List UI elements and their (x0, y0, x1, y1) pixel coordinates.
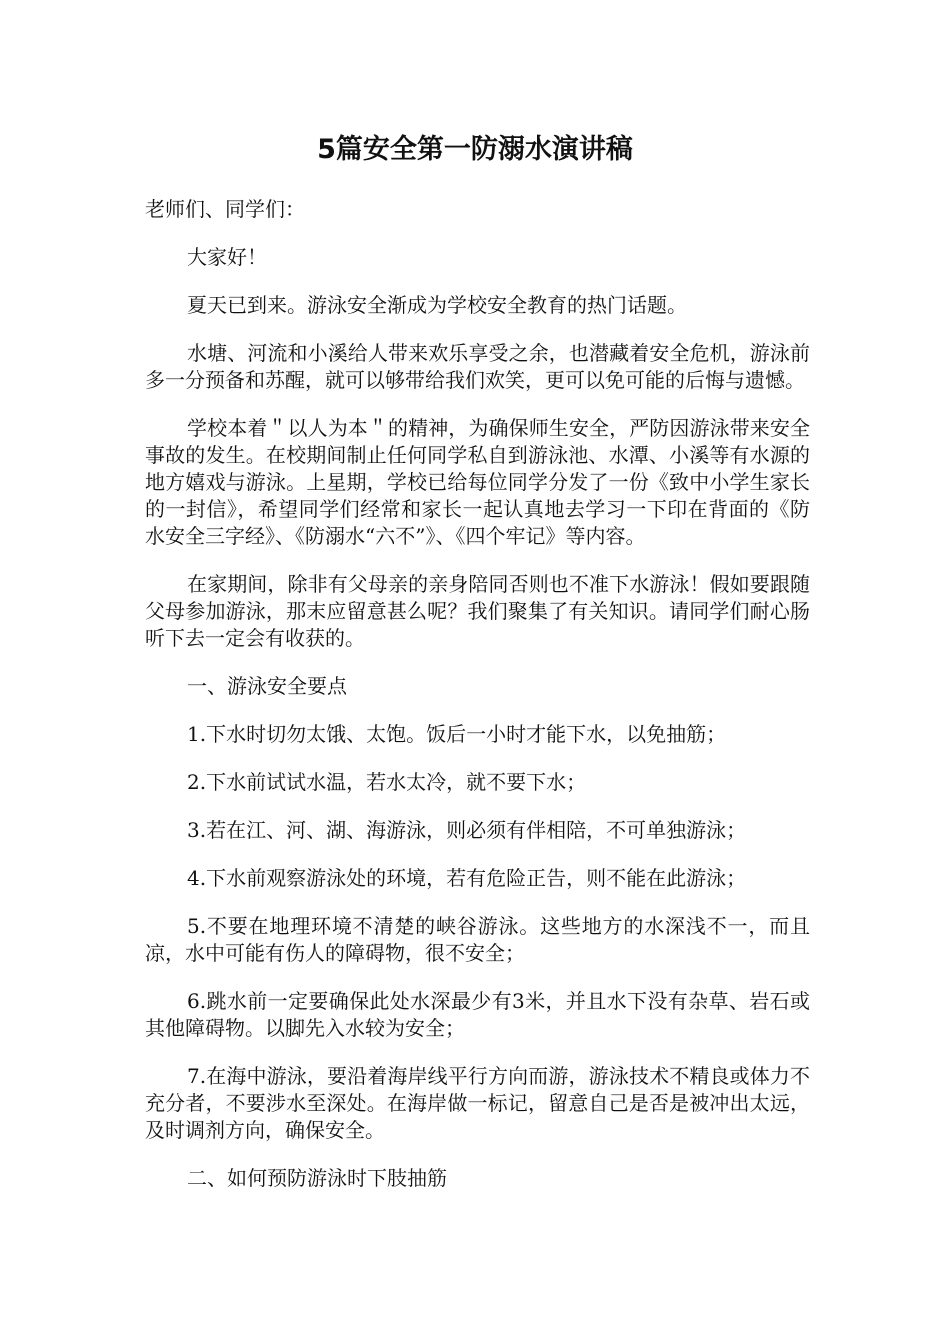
list-item-6: 6.跳水前一定要确保此处水深最少有3米，并且水下没有杂草、岩石或其他障碍物。以脚先入水较为安全； (145, 989, 810, 1040)
paragraph-home-rules: 在家期间，除非有父母亲的亲身陪同否则也不准下水游泳！假如要跟随父母参加游泳，那末应留意甚么呢？我们聚集了有关知识。请同学们耐心肠听下去一定会有收获的。 (145, 572, 810, 650)
paragraph-greeting: 大家好！ (187, 245, 267, 269)
list-item-2: 2.下水前试试水温，若水太冷，就不要下水； (187, 770, 587, 794)
document-title: 5篇安全第一防溺水演讲稿 (317, 134, 633, 165)
paragraph-intro: 夏天已到来。游泳安全渐成为学校安全教育的热门话题。 (187, 293, 687, 317)
list-item-7: 7.在海中游泳，要沿着海岸线平行方向而游，游泳技术不精良或体力不充分者，不要涉水至深处。在海岸做一标记，留意自己是否是被冲出太远，及时调剂方向，确保安全。 (145, 1064, 810, 1142)
document-body (145, 196, 810, 1213)
paragraph-school-policy: 学校本着＂以人为本＂的精神，为确保师生安全，严防因游泳带来安全事故的发生。在校期间制止任何同学私自到游泳池、水潭、小溪等有水源的地方嬉戏与游泳。上星期，学校已给每位同学分发了一份《致中小学生家长的一封信》，希望同学们经常和家长一起认真地去学习一下印在背面的《防水安全三字经》、《防溺水“六不”》、《四个牢记》等内容。 (145, 416, 810, 548)
list-item-3: 3.若在江、河、湖、海游泳，则必须有伴相陪，不可单独游泳； (187, 818, 747, 842)
list-item-1: 1.下水时切勿太饿、太饱。饭后一小时才能下水，以免抽筋； (187, 722, 727, 746)
section-heading-cramp-prevention: 二、如何预防游泳时下肢抽筋 (187, 1166, 447, 1190)
list-item-4: 4.下水前观察游泳处的环境，若有危险正告，则不能在此游泳； (187, 866, 747, 890)
salutation: 老师们、同学们： (145, 197, 305, 221)
list-item-5: 5.不要在地理环境不清楚的峡谷游泳。这些地方的水深浅不一，而且凉，水中可能有伤人的障碍物，很不安全； (145, 914, 810, 965)
section-heading-swimming-safety: 一、游泳安全要点 (187, 674, 347, 698)
paragraph-water-risk: 水塘、河流和小溪给人带来欢乐享受之余，也潜藏着安全危机，游泳前多一分预备和苏醒，就可以够带给我们欢笑，更可以免可能的后悔与遗憾。 (145, 341, 810, 392)
